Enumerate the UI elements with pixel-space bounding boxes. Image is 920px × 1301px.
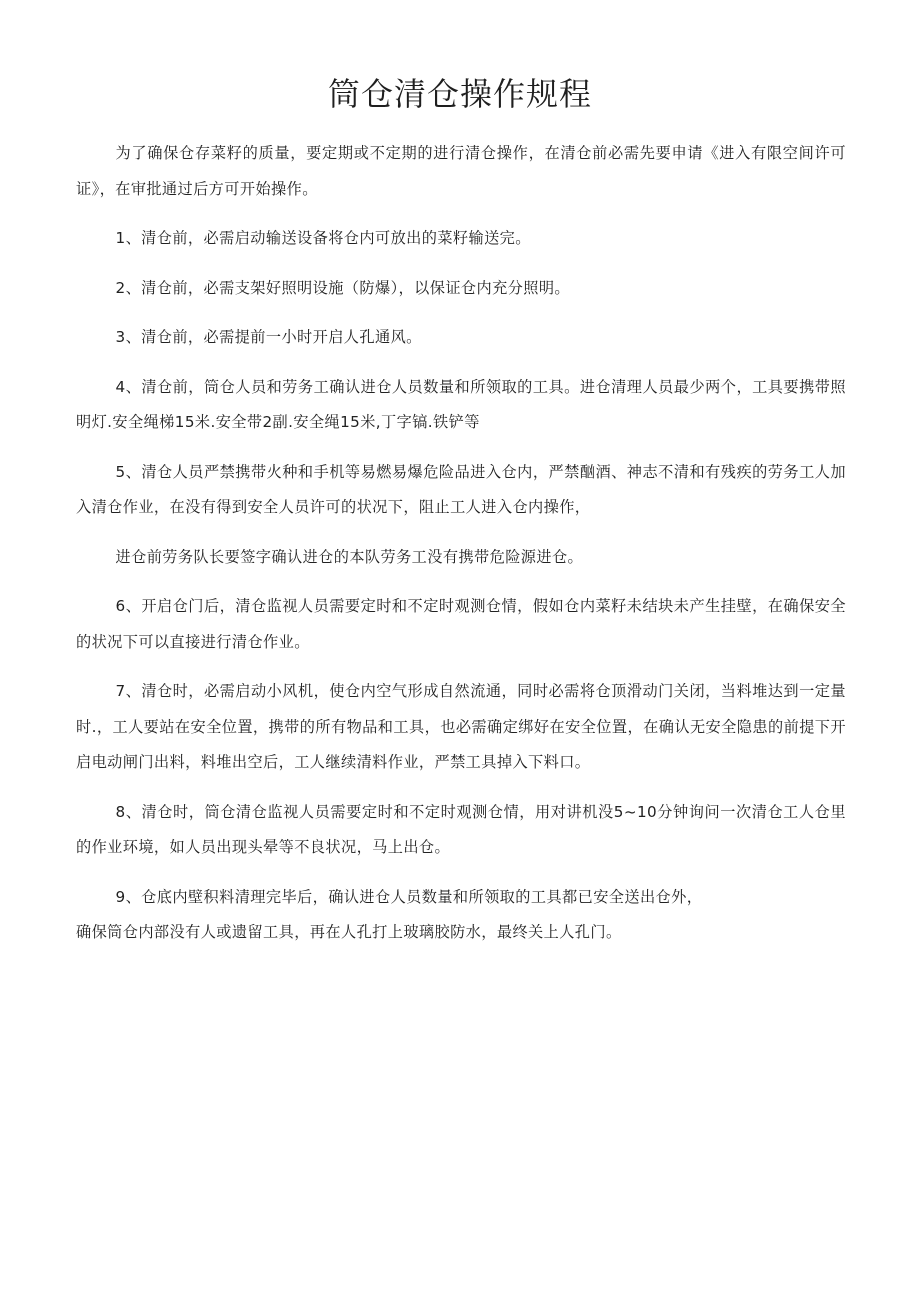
rule-paragraph-8: 8、清仓时，筒仓清仓监视人员需要定时和不定时观测仓情，用对讲机没5~10分钟询问一次清仓工人仓里的作业环境，如人员出现头晕等不良状况，马上出仓。 [76,802,846,856]
rule-paragraph-9: 9、仓底内壁积料清理完毕后，确认进仓人员数量和所领取的工具都已安全送出仓外， [115,887,703,906]
rule-paragraph-4: 4、清仓前，筒仓人员和劳务工确认进仓人员数量和所领取的工具。进仓清理人员最少两个，工具要携带照明灯.安全绳梯15米.安全带2副.安全绳15米,丁字镐.铁铲等 [76,377,846,431]
rule-paragraph-7: 7、清仓时，必需启动小风机，使仓内空气形成自然流通，同时必需将仓顶滑动门关闭，当料堆达到一定量时.，工人要站在安全位置，携带的所有物品和工具，也必需确定绑好在安全位置，在确认无安全隐患的前提下开启电动闸门出料，料堆出空后，工人继续清料作业，严禁工具掉入下料口。 [76,682,846,771]
rule-paragraph-5: 5、清仓人员严禁携带火种和手机等易燃易爆危险品进入仓内，严禁酗酒、神志不清和有残疾的劳务工人加入清仓作业，在没有得到安全人员许可的状况下，阻止工人进入仓内操作， [76,462,846,516]
rule-paragraph-3: 3、清仓前，必需提前一小时开启人孔通风。 [115,328,422,346]
rule-paragraph-1: 1、清仓前，必需启动输送设备将仓内可放出的菜籽输送完。 [115,229,531,247]
rule-paragraph-6: 6、开启仓门后，清仓监视人员需要定时和不定时观测仓情，假如仓内菜籽未结块未产生挂壁，在确保安全的状况下可以直接进行清仓作业。 [76,597,846,651]
rule-paragraph-5-note: 进仓前劳务队长要签字确认进仓的本队劳务工没有携带危险源进仓。 [115,547,584,566]
document-title: 筒仓清仓操作规程 [327,75,592,113]
rule-paragraph-2: 2、清仓前，必需支架好照明设施（防爆），以保证仓内充分照明。 [115,278,571,297]
intro-paragraph: 为了确保仓存菜籽的质量，要定期或不定期的进行清仓操作，在清仓前必需先要申请《进入有限空间许可证》，在审批通过后方可开始操作。 [76,144,846,198]
rule-paragraph-9-continuation: 确保筒仓内部没有人或遗留工具，再在人孔打上玻璃胶防水，最终关上人孔门。 [76,923,622,941]
document-body [76,136,846,951]
